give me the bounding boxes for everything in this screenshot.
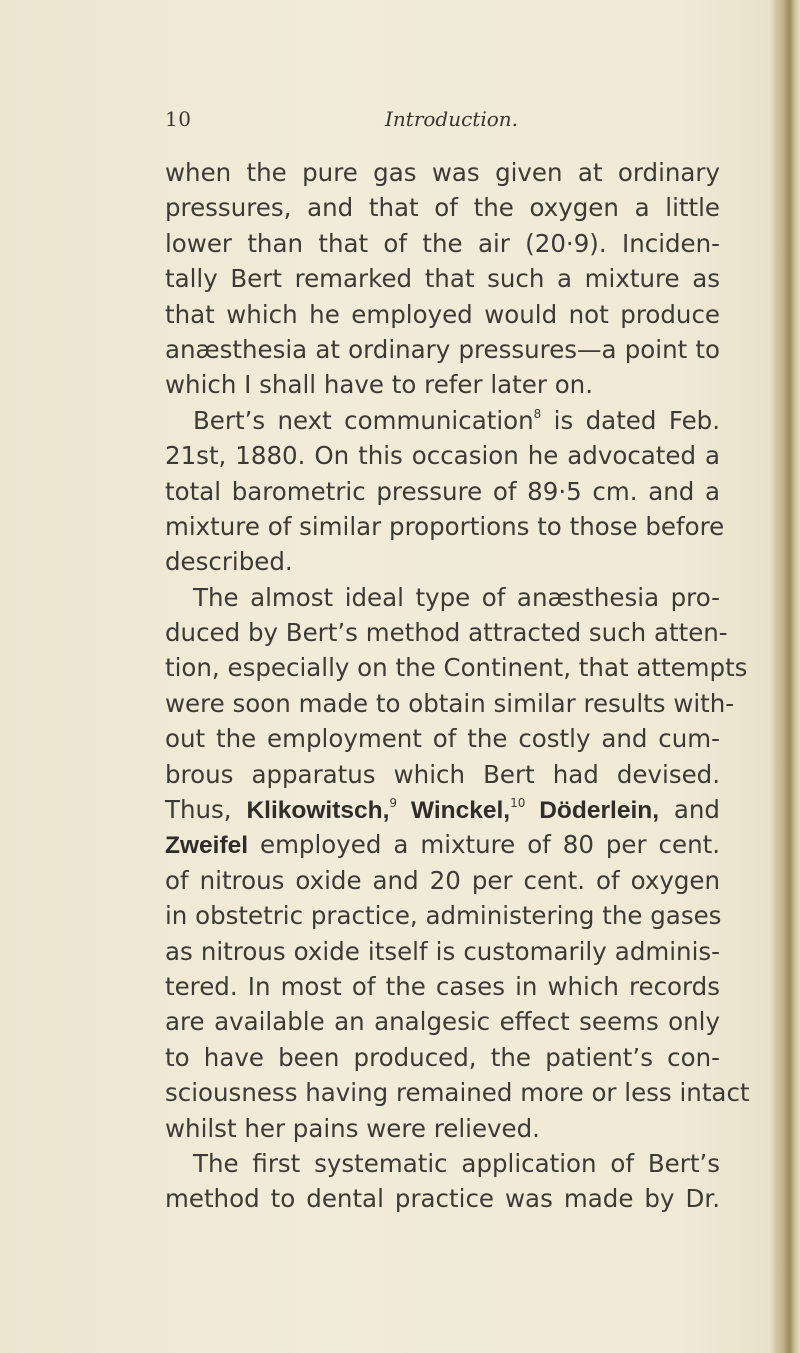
author-name: Döderlein, (525, 797, 660, 825)
text-span: is dated Feb. (541, 405, 720, 435)
text-line: tion, especially on the Continent, that attempts (165, 653, 748, 683)
text-line: out the employment of the costly and cum- (165, 724, 720, 754)
text-span: employed a mixture of 80 per cent. (248, 830, 720, 860)
text-line (165, 792, 720, 827)
text-line (165, 827, 720, 862)
text-line: lower than that of the air (20·9). Inciden- (165, 228, 720, 258)
page-number: 10 (165, 107, 192, 131)
footnote-marker: 9 (389, 796, 398, 811)
text-line: that which he employed would not produce (165, 299, 720, 329)
text-line: when the pure gas was given at ordinary (165, 158, 720, 187)
footnote-marker: 10 (510, 796, 526, 811)
text-line: tered. In most of the cases in which records (165, 971, 720, 1001)
text-line: sciousness having remained more or less intact (165, 1078, 750, 1108)
text-line: duced by Bert’s method attracted such atten- (165, 618, 728, 648)
footnote-marker: 8 (533, 406, 542, 421)
text-line: are available an analgesic effect seems only (165, 1007, 720, 1037)
text-span: Thus, (165, 795, 247, 825)
text-line: mixture of similar proportions to those before (165, 511, 725, 541)
text-line: 21st, 1880. On this occasion he advocated a (165, 441, 720, 471)
text-line: The first systematic application of Bert’s (193, 1148, 720, 1178)
author-name: Winckel, (397, 797, 511, 825)
author-name: Zweifel (165, 832, 249, 860)
text-line: were soon made to obtain similar results with- (165, 688, 735, 718)
text-line: described. (165, 547, 293, 577)
text-line: The almost ideal type of anæsthesia pro- (193, 582, 720, 612)
body-text (165, 155, 750, 1217)
text-line: of nitrous oxide and 20 per cent. of oxygen (165, 865, 720, 895)
text-span: Bert’s next communication (193, 405, 534, 435)
text-line: brous apparatus which Bert had devised. (165, 759, 720, 789)
text-line (165, 403, 720, 438)
author-name: Klikowitsch, (246, 797, 390, 825)
text-span: and (659, 795, 720, 825)
page-edge (774, 0, 800, 1353)
text-line: anæsthesia at ordinary pressures—a point to (165, 334, 720, 364)
text-line: pressures, and that of the oxygen a little (165, 193, 720, 223)
running-title: Introduction. (385, 107, 519, 131)
text-line: as nitrous oxide itself is customarily adminis- (165, 936, 720, 966)
text-line: in obstetric practice, administering the gases (165, 901, 722, 931)
page-header (165, 107, 725, 137)
text-line: method to dental practice was made by Dr. (165, 1184, 720, 1214)
text-line: tally Bert remarked that such a mixture as (165, 264, 720, 294)
text-line: total barometric pressure of 89·5 cm. and a (165, 476, 720, 506)
text-line: to have been produced, the patient’s con- (165, 1042, 720, 1072)
text-line: whilst her pains were relieved. (165, 1113, 540, 1143)
text-line: which I shall have to refer later on. (165, 370, 593, 400)
